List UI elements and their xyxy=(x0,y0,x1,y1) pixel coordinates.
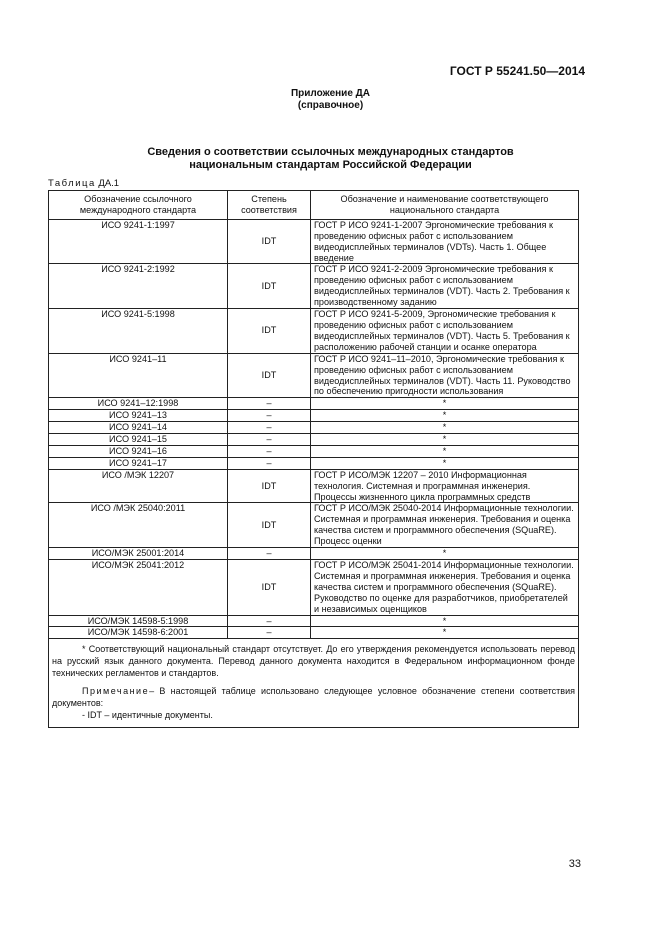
table-row xyxy=(49,457,579,469)
degree-cell: IDT xyxy=(228,264,311,309)
appendix-heading xyxy=(0,88,661,112)
table-header-row xyxy=(49,191,579,220)
note-item: - IDT – идентичные документы. xyxy=(82,710,213,721)
national-standard-cell: ГОСТ Р ИСО 9241–11–2010, Эргономические требования к проведению офисных работ с использованием видеодисплейных терминалов (VDT). Часть 11. Руководство по обеспечению пригодности использования xyxy=(311,353,579,398)
reference-standard-cell: ИСО 9241-5:1998 xyxy=(49,309,228,354)
degree-cell: – xyxy=(228,398,311,410)
header-national-standard: Обозначение и наименование соответствующего национального стандарта xyxy=(311,191,579,220)
reference-standard-cell: ИСО/МЭК 14598-5:1998 xyxy=(49,615,228,627)
degree-cell: IDT xyxy=(228,309,311,354)
note-paragraph xyxy=(52,685,575,709)
table-row xyxy=(49,445,579,457)
note-label: Примечание xyxy=(82,686,150,697)
national-standard-cell: ГОСТ Р ИСО 9241-1-2007 Эргономические требования к проведению офисных работ с использованием видеодисплейных терминалов (VDTs). Часть 1. Общее введение xyxy=(311,219,579,264)
national-standard-cell: * xyxy=(311,627,579,639)
degree-cell: – xyxy=(228,457,311,469)
table-row xyxy=(49,560,579,616)
degree-cell: IDT xyxy=(228,503,311,548)
degree-cell: IDT xyxy=(228,560,311,616)
national-standard-cell: * xyxy=(311,398,579,410)
section-title xyxy=(0,146,661,172)
table-row xyxy=(49,469,579,503)
section-title-line2: национальным стандартам Российской Федерации xyxy=(189,159,472,171)
appendix-title: Приложение ДА xyxy=(290,88,371,99)
reference-standard-cell: ИСО 9241–12:1998 xyxy=(49,398,228,410)
document-code: ГОСТ Р 55241.50—2014 xyxy=(449,64,585,78)
table-row xyxy=(49,353,579,398)
degree-cell: – xyxy=(228,445,311,457)
appendix-subtitle: (справочное) xyxy=(297,100,364,111)
table-row xyxy=(49,309,579,354)
national-standard-cell: * xyxy=(311,457,579,469)
table-caption-number: ДА.1 xyxy=(98,178,120,189)
degree-cell: – xyxy=(228,548,311,560)
section-title-line1: Сведения о соответствии ссылочных международных стандартов xyxy=(147,146,514,158)
table-caption-word: Таблица xyxy=(48,178,96,189)
table-footer-row xyxy=(49,639,579,728)
table-row xyxy=(49,548,579,560)
degree-cell: IDT xyxy=(228,353,311,398)
table-row xyxy=(49,398,579,410)
footnote-text: * Соответствующий национальный стандарт отсутствует. До его утверждения рекомендуется использовать перевод на русский язык данного документа. Перевод данного документа находится в Федеральном информационном фонде технических регламентов и стандартов. xyxy=(52,644,575,679)
reference-standard-cell: ИСО/МЭК 14598-6:2001 xyxy=(49,627,228,639)
degree-cell: – xyxy=(228,422,311,434)
national-standard-cell: * xyxy=(311,422,579,434)
national-standard-cell: * xyxy=(311,410,579,422)
table-row xyxy=(49,264,579,309)
reference-standard-cell: ИСО 9241–11 xyxy=(49,353,228,398)
national-standard-cell: ГОСТ Р ИСО/МЭК 25041-2014 Информационные технологии. Системная и программная инженерия. Требования и оценка качества систем и программного обеспечения (SQuaRE). Руководство по оценке для разработчиков, приобретателей и независимых оценщиков xyxy=(311,560,579,616)
degree-cell: – xyxy=(228,434,311,446)
national-standard-cell: * xyxy=(311,445,579,457)
degree-cell: IDT xyxy=(228,469,311,503)
degree-cell: – xyxy=(228,615,311,627)
table-footer xyxy=(49,639,579,728)
reference-standard-cell: ИСО 9241–14 xyxy=(49,422,228,434)
table-row xyxy=(49,434,579,446)
note-text: – В настоящей таблице использовано следующее условное обозначение степени соответствия документов: xyxy=(52,686,575,709)
table-row xyxy=(49,410,579,422)
reference-standard-cell: ИСО/МЭК 25041:2012 xyxy=(49,560,228,616)
reference-standard-cell: ИСО/МЭК 25001:2014 xyxy=(49,548,228,560)
page-number: 33 xyxy=(568,858,581,870)
reference-standard-cell: ИСО /МЭК 12207 xyxy=(49,469,228,503)
table-row xyxy=(49,615,579,627)
reference-standard-cell: ИСО 9241-1:1997 xyxy=(49,219,228,264)
table-row xyxy=(49,422,579,434)
table-row xyxy=(49,219,579,264)
national-standard-cell: ГОСТ Р ИСО 9241-5-2009, Эргономические требования к проведению офисных работ с использованием видеодисплейных терминалов (VDT). Часть 5. Требования к расположению рабочей станции и осанке оператора xyxy=(311,309,579,354)
degree-cell: – xyxy=(228,627,311,639)
reference-standard-cell: ИСО 9241–13 xyxy=(49,410,228,422)
national-standard-cell: ГОСТ Р ИСО/МЭК 12207 – 2010 Информационная технология. Системная и программная инженерия. Процессы жизненного цикла программных средств xyxy=(311,469,579,503)
correspondence-table xyxy=(48,190,579,728)
reference-standard-cell: ИСО 9241–15 xyxy=(49,434,228,446)
header-reference-standard: Обозначение ссылочного международного стандарта xyxy=(49,191,228,220)
national-standard-cell: ГОСТ Р ИСО 9241-2-2009 Эргономические требования к проведению офисных работ с использованием видеодисплейных терминалов (VDT). Часть 2. Требования к производственному заданию xyxy=(311,264,579,309)
reference-standard-cell: ИСО 9241–17 xyxy=(49,457,228,469)
header-degree: Степень соответствия xyxy=(228,191,311,220)
reference-standard-cell: ИСО /МЭК 25040:2011 xyxy=(49,503,228,548)
reference-standard-cell: ИСО 9241-2:1992 xyxy=(49,264,228,309)
national-standard-cell: ГОСТ Р ИСО/МЭК 25040-2014 Информационные технологии. Системная и программная инженерия. Требования и оценка качества систем и программного обеспечения (SQuaRE). Процесс оценки xyxy=(311,503,579,548)
table-row xyxy=(49,503,579,548)
national-standard-cell: * xyxy=(311,615,579,627)
national-standard-cell: * xyxy=(311,434,579,446)
degree-cell: IDT xyxy=(228,219,311,264)
reference-standard-cell: ИСО 9241–16 xyxy=(49,445,228,457)
table-row xyxy=(49,627,579,639)
table-caption xyxy=(48,178,119,189)
degree-cell: – xyxy=(228,410,311,422)
national-standard-cell: * xyxy=(311,548,579,560)
